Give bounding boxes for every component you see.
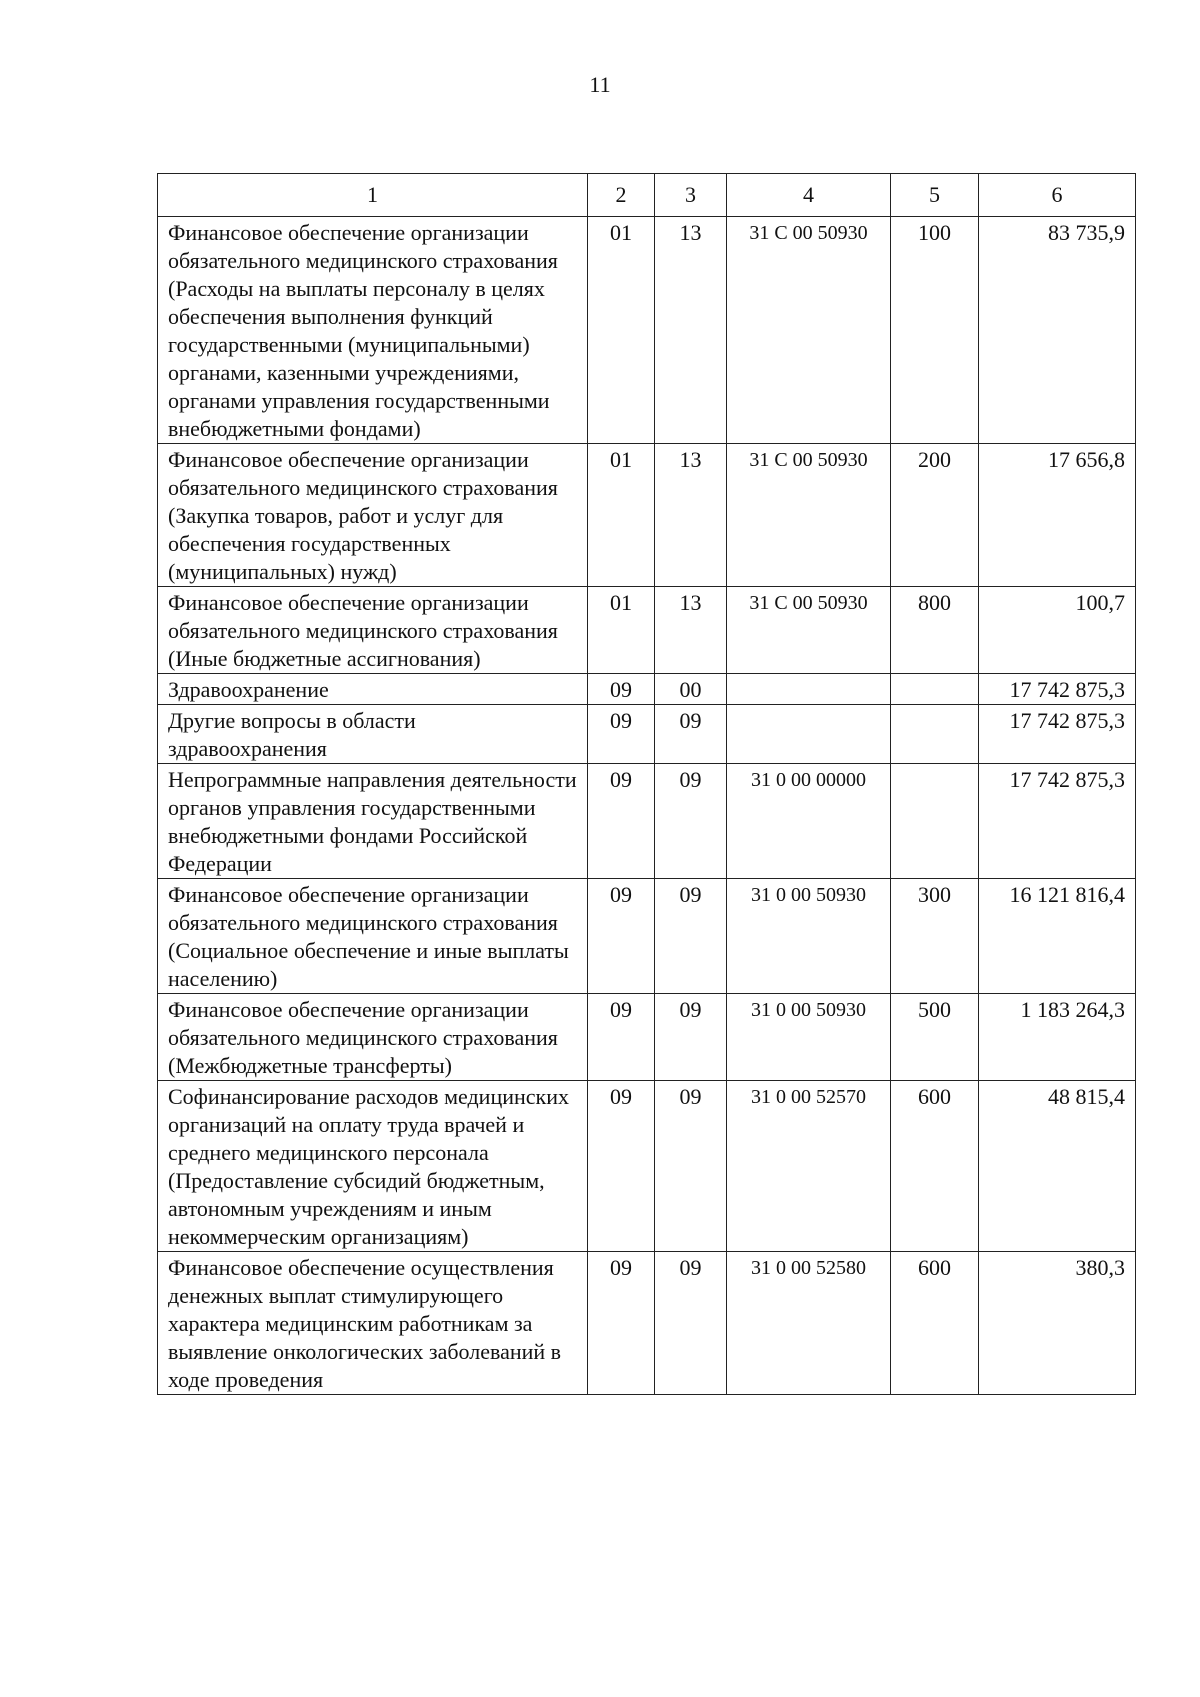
row-name-cell: Финансовое обеспечение организации обязательного медицинского страхования (Социальное обеспечение и иные выплаты населению)	[158, 879, 588, 994]
row-target-article-cell: 31 С 00 50930	[727, 217, 891, 444]
row-expense-type-cell: 600	[891, 1252, 979, 1395]
row-section-cell: 09	[588, 1081, 655, 1252]
table-row	[158, 1081, 1136, 1252]
table-row	[158, 994, 1136, 1081]
row-amount-cell: 83 735,9	[979, 217, 1136, 444]
row-expense-type-cell: 500	[891, 994, 979, 1081]
row-amount-cell: 1 183 264,3	[979, 994, 1136, 1081]
row-section-cell: 01	[588, 587, 655, 674]
row-target-article-cell: 31 0 00 52570	[727, 1081, 891, 1252]
row-subsection-cell: 09	[655, 705, 727, 764]
row-target-article-cell: 31 С 00 50930	[727, 444, 891, 587]
row-expense-type-cell: 800	[891, 587, 979, 674]
row-subsection-cell: 09	[655, 1252, 727, 1395]
row-section-cell: 09	[588, 674, 655, 705]
row-section-cell: 09	[588, 994, 655, 1081]
row-section-cell: 09	[588, 705, 655, 764]
row-subsection-cell: 13	[655, 444, 727, 587]
row-name-cell: Финансовое обеспечение организации обязательного медицинского страхования (Закупка товаров, работ и услуг для обеспечения государственных (муниципальных) нужд)	[158, 444, 588, 587]
row-target-article-cell: 31 0 00 00000	[727, 764, 891, 879]
row-subsection-cell: 09	[655, 1081, 727, 1252]
row-target-article-cell: 31 0 00 50930	[727, 879, 891, 994]
row-section-cell: 01	[588, 444, 655, 587]
row-amount-cell: 100,7	[979, 587, 1136, 674]
row-expense-type-cell	[891, 674, 979, 705]
column-header: 6	[979, 174, 1136, 217]
row-name-cell: Здравоохранение	[158, 674, 588, 705]
column-header: 5	[891, 174, 979, 217]
row-amount-cell: 16 121 816,4	[979, 879, 1136, 994]
row-name-cell: Финансовое обеспечение организации обязательного медицинского страхования (Расходы на выплаты персоналу в целях обеспечения выполнения функций государственными (муниципальными) органами, казенными учреждениями, органами управления государственными внебюджетными фондами)	[158, 217, 588, 444]
row-expense-type-cell: 200	[891, 444, 979, 587]
row-amount-cell: 380,3	[979, 1252, 1136, 1395]
row-expense-type-cell	[891, 705, 979, 764]
row-section-cell: 09	[588, 764, 655, 879]
row-expense-type-cell: 600	[891, 1081, 979, 1252]
table-row	[158, 764, 1136, 879]
row-amount-cell: 17 742 875,3	[979, 674, 1136, 705]
row-expense-type-cell	[891, 764, 979, 879]
row-target-article-cell: 31 0 00 52580	[727, 1252, 891, 1395]
row-amount-cell: 17 742 875,3	[979, 764, 1136, 879]
table-body	[158, 217, 1136, 1395]
row-expense-type-cell: 100	[891, 217, 979, 444]
column-header: 1	[158, 174, 588, 217]
row-name-cell: Финансовое обеспечение организации обязательного медицинского страхования (Межбюджетные трансферты)	[158, 994, 588, 1081]
row-amount-cell: 48 815,4	[979, 1081, 1136, 1252]
budget-table	[157, 173, 1136, 1395]
row-target-article-cell	[727, 674, 891, 705]
row-section-cell: 09	[588, 1252, 655, 1395]
row-subsection-cell: 13	[655, 587, 727, 674]
row-name-cell: Финансовое обеспечение организации обязательного медицинского страхования (Иные бюджетные ассигнования)	[158, 587, 588, 674]
row-subsection-cell: 09	[655, 879, 727, 994]
row-subsection-cell: 13	[655, 217, 727, 444]
row-amount-cell: 17 656,8	[979, 444, 1136, 587]
table-row	[158, 674, 1136, 705]
table-row	[158, 587, 1136, 674]
row-subsection-cell: 09	[655, 994, 727, 1081]
column-header: 2	[588, 174, 655, 217]
table-header-row	[158, 174, 1136, 217]
row-name-cell: Непрограммные направления деятельности органов управления государственными внебюджетными фондами Российской Федерации	[158, 764, 588, 879]
row-amount-cell: 17 742 875,3	[979, 705, 1136, 764]
row-expense-type-cell: 300	[891, 879, 979, 994]
row-name-cell: Финансовое обеспечение осуществления денежных выплат стимулирующего характера медицинским работникам за выявление онкологических заболеваний в ходе проведения	[158, 1252, 588, 1395]
column-header: 3	[655, 174, 727, 217]
table-row	[158, 217, 1136, 444]
row-target-article-cell: 31 С 00 50930	[727, 587, 891, 674]
row-name-cell: Софинансирование расходов медицинских организаций на оплату труда врачей и среднего медицинского персонала (Предоставление субсидий бюджетным, автономным учреждениям и иным некоммерческим организациям)	[158, 1081, 588, 1252]
column-header: 4	[727, 174, 891, 217]
row-name-cell: Другие вопросы в области здравоохранения	[158, 705, 588, 764]
page-number: 11	[589, 72, 611, 97]
table-row	[158, 444, 1136, 587]
table-row	[158, 1252, 1136, 1395]
row-section-cell: 01	[588, 217, 655, 444]
row-target-article-cell	[727, 705, 891, 764]
row-subsection-cell: 09	[655, 764, 727, 879]
table-row	[158, 705, 1136, 764]
row-target-article-cell: 31 0 00 50930	[727, 994, 891, 1081]
row-section-cell: 09	[588, 879, 655, 994]
row-subsection-cell: 00	[655, 674, 727, 705]
table-row	[158, 879, 1136, 994]
